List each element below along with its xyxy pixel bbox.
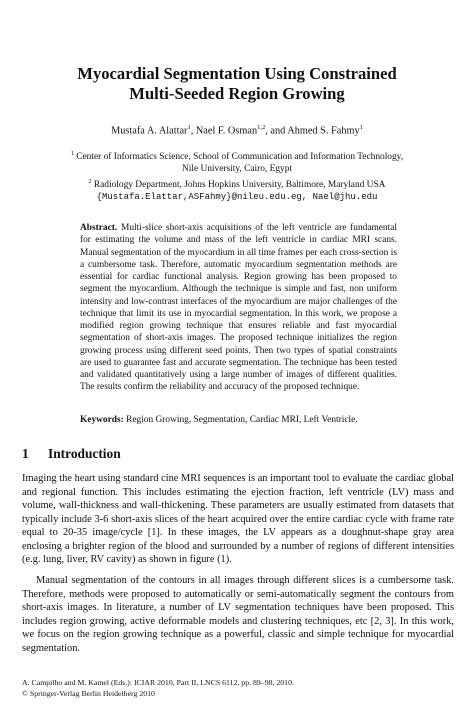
author-affiliation-mark: 1 — [187, 124, 191, 131]
abstract-text: Multi-slice short-axis acquisitions of the left ventricle are fundamental for estimating the volume and mass of the left ventricle in cardiac MRI scans. Manual segmentation of the myocardium in all time frames per each cross-section is a cumbersome task. Therefore, automatic myocardium segmentation methods are essential for cardiac functional analysis. Region growing has been proposed to segment the myocardium. Although the technique is simple and fast, non uniform intensity and low-contrast interfaces of the myocardium are major challenges of the technique that limit its use in myocardial segmentation. In this work, we propose a modified region growing technique that ensures reliable and fast myocardial segmentation of short-axis images. The proposed technique initializes the region growing process using different seed points. Then two types of spatial constraints are used to guarantee fast and accurate segmentation. The technique has been tested and validated quantitatively using a large number of images of different qualities. The results confirm the reliability and accuracy of the proposed technique. — [80, 223, 397, 393]
title-line-2: Multi-Seeded Region Growing — [129, 84, 345, 103]
author-name: Mustafa A. Alattar — [111, 125, 188, 137]
author-list — [40, 124, 434, 136]
affiliation-1 — [40, 148, 434, 163]
body-paragraph-1: Imaging the heart using standard cine MRI sequences is an important tool to evaluate the cardiac global and regional function. This includes estimating the ejection fraction, left ventricle (LV) mass and volume, wall-thickness and wall-thickening. These parameters are usually estimated from datasets that typically include 3-6 short-axis slices of the heart acquired over the entire cardiac cycle with frame rate equal to 20-35 image/cycle [1]. In these images, the LV appears as a doughnut-shape gray area enclosing a brighter region of the blood and surrounded by a number of regions of different intensities (e.g. lung, liver, RV cavity) as shown in figure (1). — [22, 473, 454, 566]
section-heading — [22, 446, 121, 462]
page-footer — [22, 678, 294, 699]
affiliation-text: Center of Informatics Science, School of Communication and Information Technology, — [73, 152, 404, 163]
keywords — [80, 415, 397, 425]
author-separator: , and — [265, 125, 288, 137]
title-line-1: Myocardial Segmentation Using Constrained — [77, 64, 397, 83]
author-affiliation-mark: 1 — [359, 124, 363, 131]
section-number: 1 — [22, 446, 29, 461]
affiliations — [40, 148, 434, 203]
affiliation-2 — [40, 176, 434, 191]
abstract — [80, 222, 397, 394]
footer-citation: A. Campilho and M. Kamel (Eds.): ICIAR 2010, Part II, LNCS 6112, pp. 89–98, 2010. — [22, 678, 294, 687]
keywords-text: Region Growing, Segmentation, Cardiac MRI, Left Ventricle. — [123, 415, 358, 425]
author-separator: , — [190, 125, 196, 137]
affiliation-mark: 1 — [70, 151, 74, 157]
affiliation-text: Radiology Department, Johns Hopkins University, Baltimore, Maryland USA — [91, 179, 386, 190]
footer-copyright: © Springer-Verlag Berlin Heidelberg 2010 — [22, 688, 155, 698]
author-name: Ahmed S. Fahmy — [287, 125, 360, 137]
section-title: Introduction — [48, 446, 121, 461]
author-name: Nael F. Osman — [195, 125, 258, 137]
keywords-label: Keywords: — [80, 415, 124, 425]
affiliation-mark: 2 — [88, 178, 92, 185]
body-paragraph-2: Manual segmentation of the contours in all images through different slices is a cumbersome task. Therefore, methods were proposed to automatically or semi-automatically segment the contours from short-axis images. In literature, a number of LV segmentation techniques have been proposed. This includes region growing, active deformable models and clustering techniques, etc [2, 3]. In this work, we focus on the region growing technique as a powerful, classic and simple technique for myocardial segmentation. — [22, 575, 454, 654]
affiliation-1-location: Nile University, Cairo, Egypt — [181, 164, 293, 175]
abstract-label: Abstract. — [80, 223, 118, 233]
paper-title — [40, 64, 434, 104]
author-affiliation-mark: 1,2 — [257, 124, 266, 131]
author-emails: {Mustafa.Elattar,ASFahmy}@nileu.edu.eg, Nael@jhu.edu — [96, 192, 378, 203]
